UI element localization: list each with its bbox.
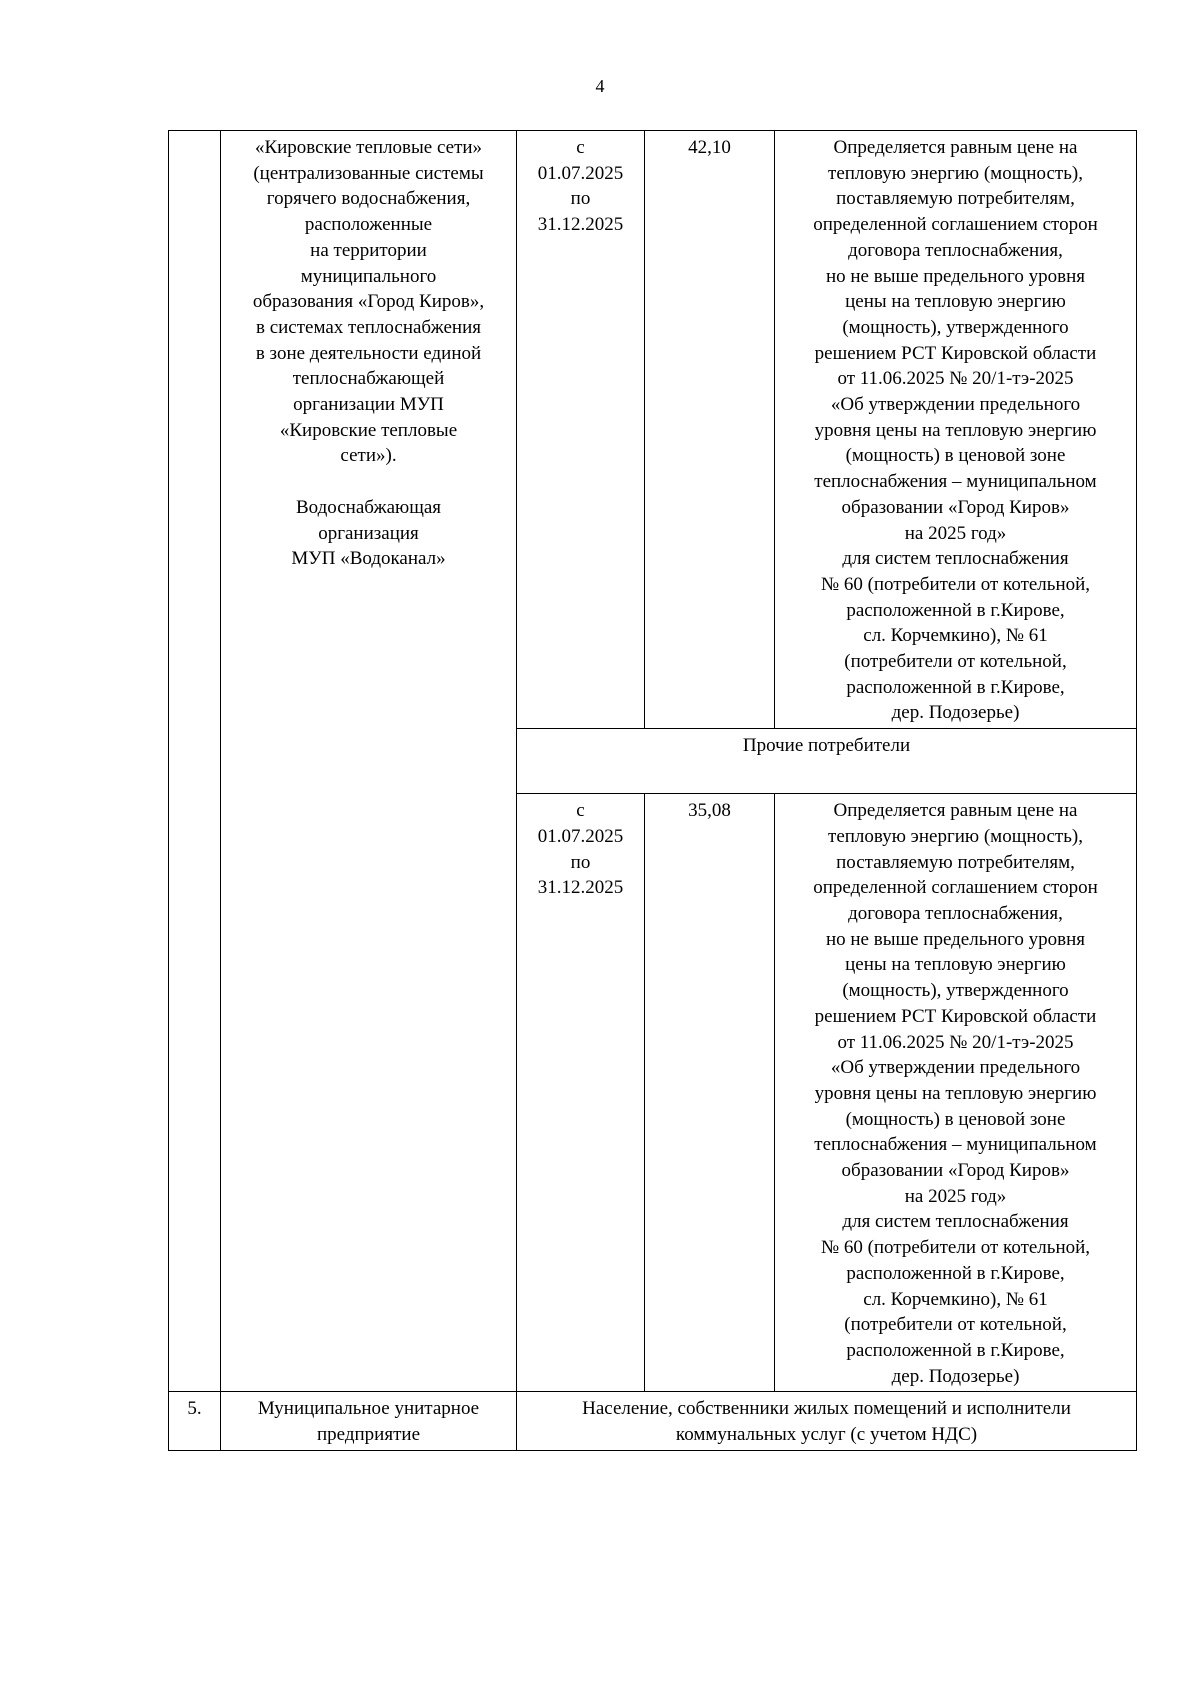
table-row: [169, 1392, 1137, 1450]
other-consumers-header: Прочие потребители: [517, 729, 1137, 794]
period-cell: с 01.07.2025 по 31.12.2025: [517, 794, 645, 1392]
table-row: [169, 131, 1137, 729]
row-number-cell: [169, 131, 221, 1392]
water-organization-text: Водоснабжающая организация МУП «Водоканал»: [291, 496, 446, 570]
row-number-cell: 5.: [169, 1392, 221, 1450]
tariff-value-cell: 42,10: [645, 131, 775, 729]
organization-cell: Муниципальное унитарное предприятие: [221, 1392, 517, 1450]
tariff-table: [168, 130, 1137, 1451]
period-cell: с 01.07.2025 по 31.12.2025: [517, 131, 645, 729]
tariff-note-cell: Определяется равным цене на тепловую энергию (мощность), поставляемую потребителям, определенной соглашением сторон договора теплоснабжения, но не выше предельного уровня цены на тепловую энергию (мощность), утвержденного решением РСТ Кировской области от 11.06.2025 № 20/1-тэ-2025 «Об утверждении предельного уровня цены на тепловую энергию (мощность) в ценовой зоне теплоснабжения – муниципальном образовании «Город Киров» на 2025 год» для систем теплоснабжения № 60 (потребители от котельной, расположенной в г.Кирове, сл. Корчемкино), № 61 (потребители от котельной, расположенной в г.Кирове, дер. Подозерье): [775, 131, 1137, 729]
organization-text: «Кировские тепловые сети» (централизованные системы горячего водоснабжения, расположенные на территории муниципального образования «Город Киров», в системах теплоснабжения в зоне деятельности единой теплоснабжающей организации МУП «Кировские тепловые сети»).: [252, 137, 485, 467]
page-number: 4: [595, 76, 605, 96]
consumer-category-cell: Население, собственники жилых помещений и исполнители коммунальных услуг (с учетом НДС): [517, 1392, 1137, 1450]
tariff-value-cell: 35,08: [645, 794, 775, 1392]
organization-cell: [221, 131, 517, 1392]
tariff-note-cell: Определяется равным цене на тепловую энергию (мощность), поставляемую потребителям, определенной соглашением сторон договора теплоснабжения, но не выше предельного уровня цены на тепловую энергию (мощность), утвержденного решением РСТ Кировской области от 11.06.2025 № 20/1-тэ-2025 «Об утверждении предельного уровня цены на тепловую энергию (мощность) в ценовой зоне теплоснабжения – муниципальном образовании «Город Киров» на 2025 год» для систем теплоснабжения № 60 (потребители от котельной, расположенной в г.Кирове, сл. Корчемкино), № 61 (потребители от котельной, расположенной в г.Кирове, дер. Подозерье): [775, 794, 1137, 1392]
